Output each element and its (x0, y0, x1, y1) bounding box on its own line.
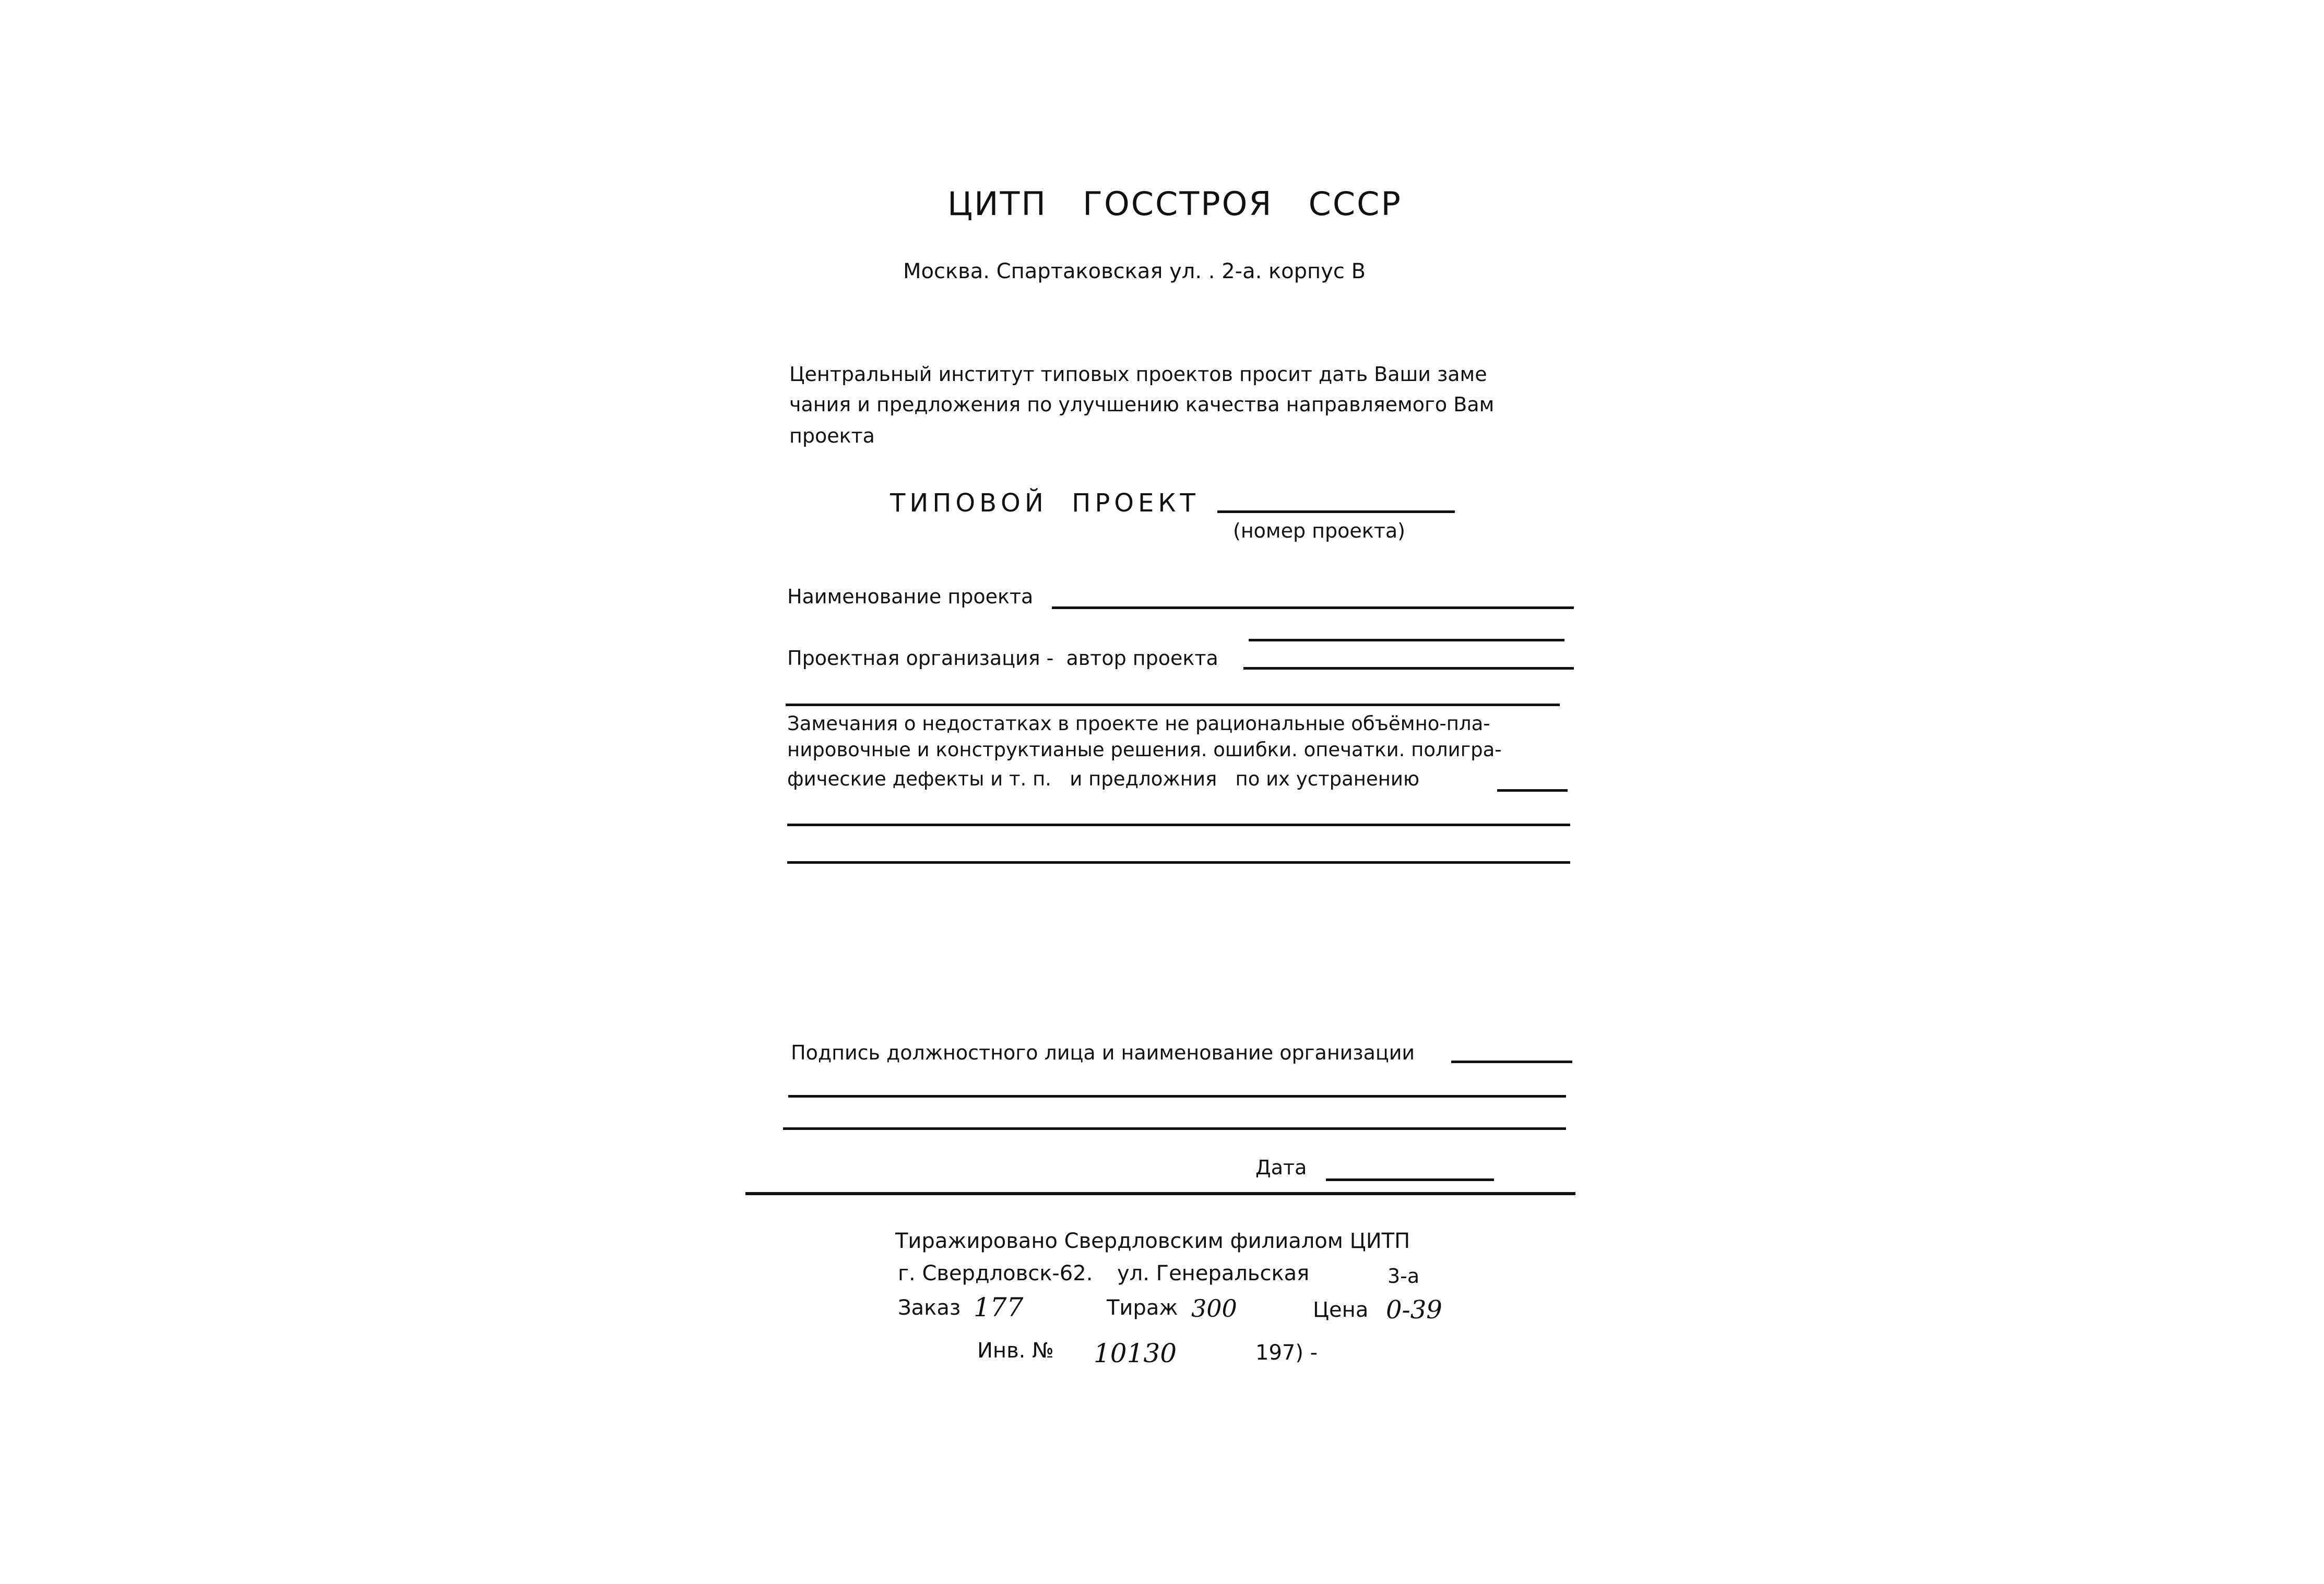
price-value: 0-39 (1386, 1295, 1442, 1325)
signature-line[interactable] (1451, 1061, 1572, 1063)
imprint-house: 3-а (1388, 1265, 1420, 1288)
remarks-line-1: Замечания о недостатках в проекте не рациональные объёмно-пла- (787, 712, 1490, 735)
order-label: Заказ (898, 1296, 961, 1320)
order-value: 177 (974, 1292, 1024, 1323)
project-org-line[interactable] (1243, 667, 1574, 670)
date-label: Дата (1255, 1156, 1307, 1179)
print-run-value: 300 (1191, 1294, 1237, 1323)
date-line[interactable] (1326, 1178, 1494, 1181)
institute-address: Москва. Спартаковская ул. . 2-а. корпус В (903, 259, 1366, 283)
project-number-hint: (номер проекта) (1233, 519, 1405, 542)
project-org-label: Проектная организация - автор проекта (787, 647, 1218, 670)
intro-line-1: Центральный институт типовых проектов просит дать Ваши заме (789, 363, 1487, 386)
project-name-label: Наименование проекта (787, 585, 1034, 608)
project-org-line-2[interactable] (786, 704, 1560, 706)
print-run-label: Тираж (1107, 1296, 1178, 1320)
remarks-blank-line-2[interactable] (787, 861, 1570, 864)
imprint-line-1: Тиражировано Свердловским филиалом ЦИТП (895, 1229, 1410, 1253)
inv-label: Инв. № (977, 1339, 1054, 1363)
imprint-city: г. Свердловск-62. (898, 1261, 1093, 1285)
imprint-year: 197) - (1255, 1341, 1318, 1365)
intro-line-3: проекта (789, 424, 875, 447)
project-number-line[interactable] (1217, 510, 1455, 513)
price-label: Цена (1313, 1298, 1369, 1322)
imprint-street: ул. Генеральская (1117, 1261, 1310, 1285)
intro-line-2: чания и предложения по улучшению качества направляемого Вам (789, 393, 1495, 416)
project-label: ТИПОВОЙ ПРОЕКТ (890, 489, 1200, 518)
signature-blank-line-1[interactable] (788, 1095, 1566, 1098)
project-name-line[interactable] (1052, 606, 1574, 609)
signature-label: Подпись должностного лица и наименование организации (791, 1041, 1415, 1064)
remarks-blank-line-1[interactable] (787, 824, 1570, 826)
signature-blank-line-2[interactable] (783, 1127, 1566, 1130)
inv-value: 10130 (1094, 1338, 1177, 1368)
page-title: ЦИТП ГОССТРОЯ СССР (947, 185, 1402, 223)
remarks-line-3: фические дефекты и т. п. и предложния по их устранению (787, 768, 1420, 790)
footer-divider (745, 1192, 1575, 1195)
remarks-line-2: нировочные и конструктианые решения. ошибки. опечатки. полигра- (787, 739, 1502, 761)
project-name-line-2[interactable] (1249, 639, 1564, 641)
remarks-line-end[interactable] (1497, 789, 1568, 792)
